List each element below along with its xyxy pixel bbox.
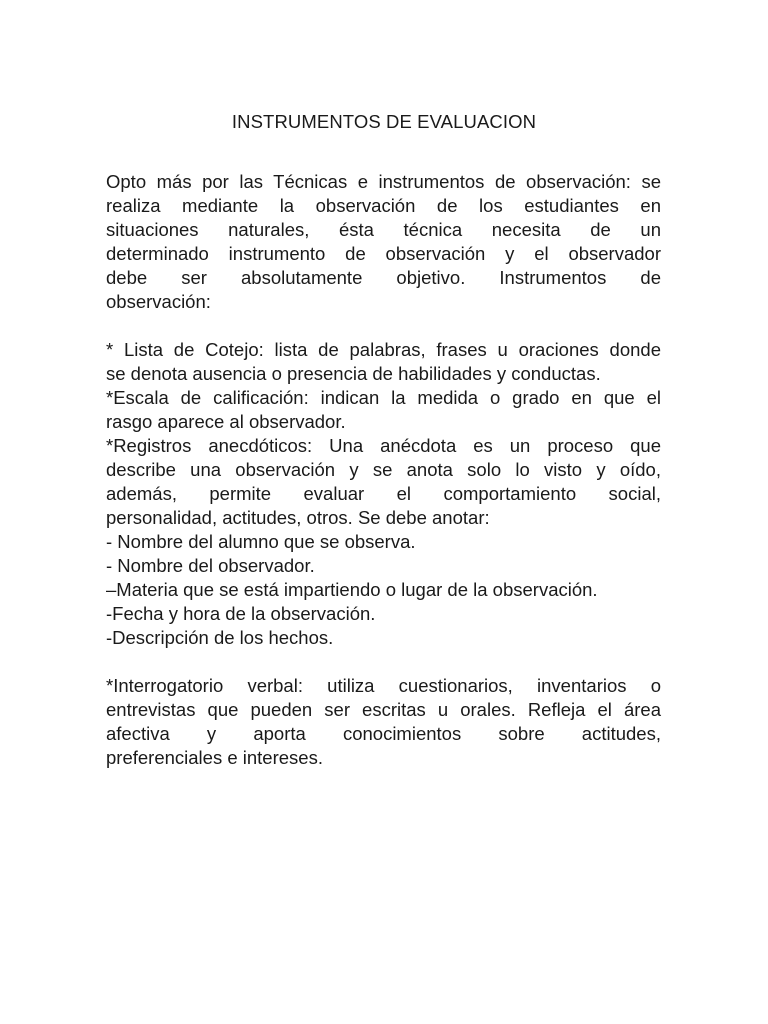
list-line: *Escala de calificación: indican la medida o grado en que el [106,387,661,408]
intro-line: Opto más por las Técnicas e instrumentos de observación: se [106,171,661,192]
list-line: además, permite evaluar el comportamiento social, [106,483,661,504]
list-line: - Nombre del alumno que se observa. [106,531,416,552]
intro-line: determinado instrumento de observación y el observador [106,243,661,264]
intro-line: realiza mediante la observación de los estudiantes en [106,195,661,216]
list-line: –Materia que se está impartiendo o lugar de la observación. [106,579,598,600]
list-line: describe una observación y se anota solo lo visto y oído, [106,459,661,480]
list-line: personalidad, actitudes, otros. Se debe anotar: [106,507,490,528]
closing-line: preferenciales e intereses. [106,747,323,768]
document-title: INSTRUMENTOS DE EVALUACION [231,111,537,132]
list-line: - Nombre del observador. [106,555,315,576]
list-line: *Registros anecdóticos: Una anécdota es un proceso que [106,435,661,456]
list-line: -Descripción de los hechos. [106,627,334,648]
closing-line: *Interrogatorio verbal: utiliza cuestionarios, inventarios o [106,675,661,696]
document-body [106,170,661,770]
list-line: -Fecha y hora de la observación. [106,603,376,624]
intro-line: observación: [106,291,211,312]
list-line: * Lista de Cotejo: lista de palabras, frases u oraciones donde [106,339,661,360]
closing-paragraph [106,674,661,770]
list-line: se denota ausencia o presencia de habilidades y conductas. [106,363,601,384]
list-line: rasgo aparece al observador. [106,411,346,432]
intro-line: debe ser absolutamente objetivo. Instrumentos de [106,267,661,288]
intro-line: situaciones naturales, ésta técnica necesita de un [106,219,661,240]
closing-line: entrevistas que pueden ser escritas u orales. Refleja el área [106,699,661,720]
closing-line: afectiva y aporta conocimientos sobre actitudes, [106,723,661,744]
intro-paragraph [106,170,661,314]
instruments-list [106,338,661,650]
